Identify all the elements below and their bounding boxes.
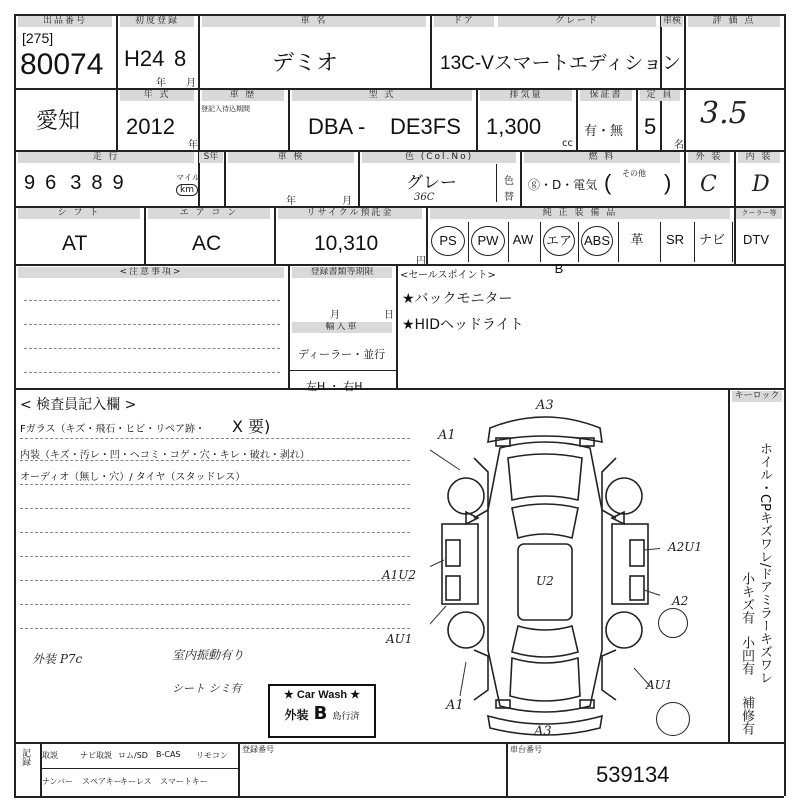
dash-line bbox=[20, 484, 410, 485]
reg-year-unit: 年 bbox=[156, 78, 166, 89]
shift: AT bbox=[62, 232, 88, 255]
interior-grade: D bbox=[752, 172, 770, 197]
header-year: 年 式 bbox=[120, 90, 194, 101]
col-line bbox=[506, 742, 508, 796]
grade: 13C-Vスマートエディション bbox=[440, 53, 681, 74]
inspection-year-unit: 年 bbox=[286, 196, 296, 207]
displacement: 1,300 bbox=[486, 114, 542, 139]
side-text: ホイル・CPキズワレ/ドアミラーキズワレ bbox=[757, 442, 772, 685]
col-line bbox=[288, 88, 290, 150]
col-line bbox=[578, 222, 579, 262]
mileage bbox=[24, 172, 124, 195]
footer-item: ナビ取説 bbox=[80, 751, 112, 760]
sales-point-2: ★HIDヘッドライト bbox=[402, 317, 524, 333]
col-line bbox=[238, 742, 240, 796]
equipment-item: 革 bbox=[630, 232, 644, 247]
dash-line bbox=[24, 324, 280, 325]
footer-item: スペアキー bbox=[82, 777, 122, 786]
col-line bbox=[508, 222, 509, 262]
capacity-unit: 名 bbox=[674, 140, 684, 151]
col-line bbox=[468, 222, 469, 262]
col-line bbox=[576, 88, 578, 150]
equipment-item: DTV bbox=[743, 232, 769, 247]
color-name: グレー bbox=[406, 173, 457, 192]
header-warranty: 保証書 bbox=[580, 90, 632, 101]
footer-item: 取説 bbox=[42, 751, 58, 760]
mark-bottom-left: A1 bbox=[446, 698, 464, 713]
col-line bbox=[728, 388, 730, 742]
carwash-title: ★ Car Wash ★ bbox=[283, 689, 361, 701]
type-dash: - bbox=[358, 114, 366, 139]
col-line bbox=[358, 150, 360, 206]
dash-line bbox=[20, 438, 410, 439]
header-recycle: リサイクル預託金 bbox=[278, 208, 422, 219]
footer-left-label: 記録 bbox=[20, 748, 30, 766]
equipment-item: AW bbox=[512, 232, 534, 247]
color-kind-label: 替 bbox=[504, 192, 514, 203]
footer-item: ナンバー bbox=[42, 777, 74, 786]
col-line bbox=[198, 14, 200, 150]
col-line bbox=[426, 206, 428, 264]
header-chassis-hist: 車 歴 bbox=[202, 90, 284, 101]
col-line bbox=[734, 150, 736, 206]
side-text-3: 小凹有 bbox=[739, 636, 754, 675]
mark-right-rear: AU1 bbox=[646, 678, 673, 692]
header-color: 色 (Col.No) bbox=[362, 152, 516, 163]
recycle-unit: 円 bbox=[416, 256, 426, 267]
col-line bbox=[496, 164, 497, 202]
side-text-4: 補修有 bbox=[739, 696, 754, 735]
border-bottom bbox=[14, 796, 784, 798]
col-line bbox=[476, 88, 478, 150]
header-keylock: キーロック bbox=[732, 391, 782, 402]
equipment-item: PS bbox=[431, 226, 465, 256]
inspector-interior: 内装（キズ・汚レ・凹・ヘコミ・コゲ・穴・キレ・破れ・剥れ） bbox=[20, 450, 310, 461]
side-text-2: 小キズ有 bbox=[739, 572, 754, 624]
mark-left-rear: AU1 bbox=[386, 632, 413, 646]
mileage-digit: 8 bbox=[91, 172, 103, 194]
dash-line bbox=[20, 604, 410, 605]
dash-line bbox=[20, 628, 410, 629]
reg-month: 8 bbox=[174, 46, 187, 71]
sales-point-1: ★バックモニター bbox=[402, 291, 513, 307]
col-line bbox=[684, 150, 686, 206]
header-sales-point: <セールスポイント> bbox=[400, 270, 496, 281]
col-line bbox=[116, 14, 118, 150]
carwash-prefix: 外装 bbox=[284, 708, 309, 722]
header-aircon: エ ア コ ン bbox=[148, 208, 270, 219]
inspector-hand-1: 外装 P7c bbox=[32, 652, 83, 666]
recycle-fee: 10,310 bbox=[314, 232, 379, 255]
col-line bbox=[660, 222, 661, 262]
fuel-paren-open: ( bbox=[604, 170, 612, 195]
mileage-digit: 6 bbox=[45, 172, 57, 194]
header-fuel: 燃 料 bbox=[524, 152, 680, 163]
col-line bbox=[396, 264, 398, 388]
header-name: 車 名 bbox=[202, 16, 426, 27]
mark-bottom: A3 bbox=[534, 724, 552, 739]
reg-deadline-day: 日 bbox=[384, 310, 394, 321]
reg-era: H24 bbox=[124, 46, 165, 71]
border-left bbox=[14, 14, 16, 796]
type-prefix: DBA bbox=[308, 114, 354, 139]
header-reg: 初度登録 bbox=[120, 16, 194, 27]
lot-prefix: [275] bbox=[22, 30, 54, 46]
header-equip: 純 正 装 備 品 bbox=[430, 208, 730, 219]
fuel-other: その他 bbox=[622, 169, 646, 178]
border-right bbox=[784, 14, 786, 796]
dash-line bbox=[24, 348, 280, 349]
row-line-4 bbox=[14, 264, 784, 266]
header-inspection: 車 検 bbox=[228, 152, 354, 163]
inspector-hand-3: シート シミ有 bbox=[172, 682, 242, 695]
car-diagram bbox=[430, 400, 660, 740]
header-shift: シ フ ト bbox=[18, 208, 140, 219]
row-line-5 bbox=[14, 388, 784, 390]
warranty: 有・無 bbox=[584, 124, 624, 139]
header-shaken: S年 bbox=[199, 152, 223, 163]
guide-circle bbox=[658, 608, 688, 638]
fuel-options: ⓖ・D・電気 bbox=[528, 178, 598, 192]
header-score: 評 価 点 bbox=[688, 16, 780, 27]
inspector-hand-2: 室内振動有り bbox=[172, 648, 245, 662]
carwash-stamp bbox=[268, 684, 376, 738]
car-name: デミオ bbox=[272, 50, 339, 75]
carwash-suffix: 島行済 bbox=[332, 712, 360, 722]
dash-line bbox=[24, 300, 280, 301]
mark-left-front: A1U2 bbox=[382, 568, 417, 582]
header-cooler: クーラー等 bbox=[736, 208, 782, 219]
equipment-item: ABS bbox=[581, 226, 613, 256]
inspector-title: < 検査員記入欄 > bbox=[20, 397, 137, 413]
model-year: 2012 bbox=[126, 114, 175, 139]
area: 愛知 bbox=[36, 108, 81, 133]
mark-center: U2 bbox=[536, 574, 554, 588]
mark-top-left: A1 bbox=[438, 428, 456, 443]
carwash-grade: B bbox=[313, 703, 328, 724]
header-import: 輸入車 bbox=[292, 322, 392, 333]
header-int: 内 装 bbox=[738, 152, 780, 163]
cc-unit: cc bbox=[562, 138, 573, 149]
color-col-label: 色 bbox=[504, 176, 514, 187]
mark-right-front: A2U1 bbox=[668, 540, 703, 554]
score-value: 3.5 bbox=[700, 96, 748, 131]
reg-deadline-month: 月 bbox=[330, 310, 340, 321]
row-line bbox=[40, 768, 238, 769]
col-line bbox=[684, 14, 686, 150]
aircon: AC bbox=[192, 232, 222, 255]
inspector-glass: Fガラス（キズ・飛石・ヒビ・リペア跡・ bbox=[20, 424, 206, 435]
footer-chassis-label: 車台番号 bbox=[510, 745, 542, 754]
capacity: 5 bbox=[644, 114, 657, 139]
header-ext: 外 装 bbox=[688, 152, 730, 163]
footer-item: スマートキー bbox=[160, 777, 208, 786]
col-line bbox=[144, 206, 146, 264]
dash-line bbox=[20, 532, 410, 533]
mileage-unit-km: km bbox=[176, 184, 198, 196]
col-line bbox=[618, 222, 619, 262]
mileage-digit: 9 bbox=[112, 172, 124, 194]
col-line bbox=[274, 206, 276, 264]
header-inspect: 車検 bbox=[662, 16, 681, 26]
header-cc: 排気量 bbox=[480, 90, 572, 101]
color-code: 36C bbox=[414, 192, 435, 203]
dealer: ディーラー・並行 bbox=[298, 348, 386, 361]
header-reg-deadline: 登録書類等期限 bbox=[292, 267, 392, 278]
dash-line bbox=[20, 508, 410, 509]
dash-line bbox=[20, 556, 410, 557]
exterior-grade: C bbox=[700, 172, 717, 197]
inspector-audio: オーディオ（無し・穴）/ タイヤ（スタッドレス） bbox=[20, 472, 246, 483]
header-lot: 出品番号 bbox=[18, 16, 112, 27]
row-line bbox=[288, 370, 396, 371]
header-notes: <注意事項> bbox=[18, 267, 284, 278]
mark-right-mid: A2 bbox=[672, 594, 689, 608]
col-line bbox=[732, 222, 733, 262]
header-door: ドア bbox=[434, 16, 494, 27]
header-type: 型 式 bbox=[292, 90, 472, 101]
reg-month-unit: 月 bbox=[186, 78, 196, 89]
mileage-unit-mile: マイル bbox=[176, 173, 200, 182]
header-capacity: 定 員 bbox=[640, 90, 680, 101]
model-year-unit: 年 bbox=[188, 140, 198, 151]
header-grade: グレード bbox=[498, 16, 656, 27]
col-line bbox=[224, 150, 226, 206]
col-line bbox=[636, 88, 638, 150]
row-line-6 bbox=[14, 742, 784, 744]
dash-line bbox=[20, 580, 410, 581]
footer-item: キーレス bbox=[120, 777, 152, 786]
col-line bbox=[660, 14, 662, 150]
header-mileage: 走 行 bbox=[18, 152, 194, 163]
col-line bbox=[520, 150, 522, 206]
footer-reg-no-label: 登録番号 bbox=[242, 745, 274, 754]
guide-circle bbox=[656, 702, 690, 736]
inspection-month-unit: 月 bbox=[342, 196, 352, 207]
chassis-note: 登記入待込期間 bbox=[201, 105, 250, 113]
fuel-paren-close: ) bbox=[664, 170, 672, 195]
col-line bbox=[540, 222, 541, 262]
type-model: DE3FS bbox=[390, 114, 461, 139]
footer-item: ロム/SD bbox=[118, 751, 148, 760]
equipment-item: エアB bbox=[543, 226, 575, 256]
lot-number: 80074 bbox=[20, 48, 104, 81]
equipment-item: PW bbox=[471, 226, 505, 256]
steering: 左H ・ 右H bbox=[306, 380, 363, 393]
dash-line bbox=[20, 460, 410, 461]
mark-top: A3 bbox=[536, 398, 554, 413]
dash-line bbox=[24, 372, 280, 373]
inspector-glass-mark: X 要) bbox=[232, 417, 271, 436]
mileage-digit: 9 bbox=[24, 172, 36, 194]
footer-item: B-CAS bbox=[156, 750, 181, 759]
col-line bbox=[694, 222, 695, 262]
equipment-item: SR bbox=[665, 232, 685, 247]
footer-item: リモコン bbox=[196, 751, 228, 760]
mileage-digit: 3 bbox=[70, 172, 82, 194]
chassis-number: 539134 bbox=[596, 762, 670, 787]
col-line bbox=[430, 14, 432, 88]
equipment-item: ナビ bbox=[698, 232, 725, 247]
